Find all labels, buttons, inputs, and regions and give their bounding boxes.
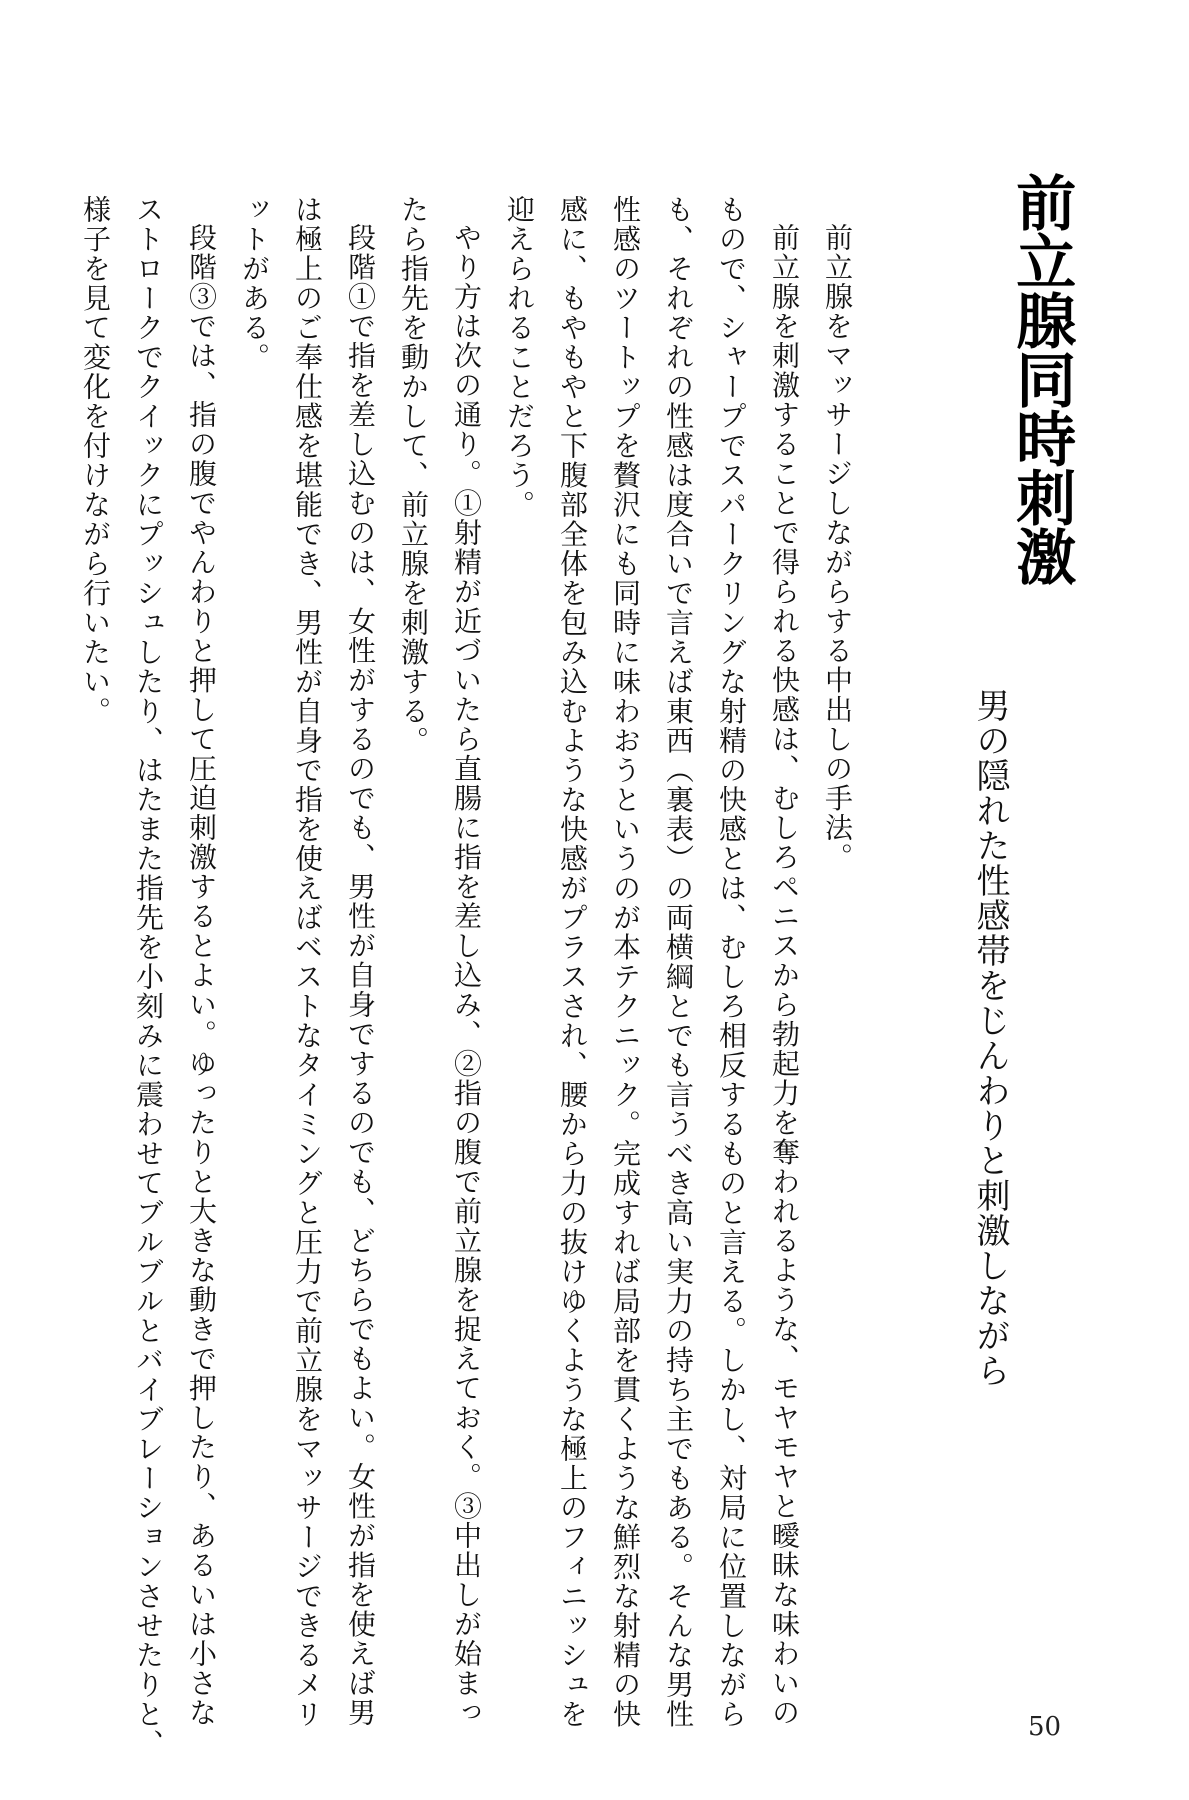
body-line: 前立腺を刺激することで得られる快感は、むしろペニスから勃起力を奪われるような、モヤモヤと曖昧な味わいの xyxy=(768,223,801,1728)
body-line: 段階①で指を差し込むのは、女性がするのでも、男性が自身でするのでも、どちらでもよい。女性が指を使えば男 xyxy=(344,223,377,1728)
body-text xyxy=(69,195,864,1759)
body-line: 性感のツートップを贅沢にも同時に味わおうというのが本テクニック。完成すれば局部を貫くような鮮烈な射精の快 xyxy=(609,195,642,1729)
body-line: もので、シャープでスパークリングな射精の快感とは、むしろ相反するものと言える。しかし、対局に位置しながら xyxy=(715,195,748,1729)
page-number: 50 xyxy=(1028,1712,1062,1742)
body-line: ットがある。 xyxy=(238,195,271,372)
body-line: やり方は次の通り。①射精が近づいたら直腸に指を差し込み、②指の腹で前立腺を捉えておく。③中出しが始まっ xyxy=(450,223,483,1728)
body-line: も、それぞれの性感は度合いで言えば東西（裏表）の両横綱とでも言うべき高い実力の持ち主でもある。そんな男性 xyxy=(662,195,695,1729)
body-line: ストロークでクイックにプッシュしたり、はたまた指先を小刻みに震わせてブルブルとバイブレーションさせたりと、 xyxy=(132,195,165,1759)
page-title: 前立腺同時刺激 xyxy=(1006,172,1077,585)
body-line: 感に、もやもやと下腹部全体を包み込むような快感がプラスされ、腰から力の抜けゆくような極上のフィニッシュを xyxy=(556,195,589,1729)
body-line: たら指先を動かして、前立腺を刺激する。 xyxy=(397,195,430,756)
body-line: 前立腺をマッサージしながらする中出しの手法。 xyxy=(821,223,854,872)
body-line: 様子を見て変化を付けながら行いたい。 xyxy=(79,195,112,726)
body-line: は極上のご奉仕感を堪能でき、男性が自身で指を使えばベストなタイミングと圧力で前立腺をマッサージできるメリ xyxy=(291,195,324,1729)
body-line: 迎えられることだろう。 xyxy=(503,195,536,520)
body-line: 段階③では、指の腹でやんわりと押して圧迫刺激するとよい。ゆったりと大きな動きで押したり、あるいは小さな xyxy=(185,223,218,1728)
page-subtitle: 男の隠れた性感帯をじんわりと刺激しながら xyxy=(970,688,1010,1388)
